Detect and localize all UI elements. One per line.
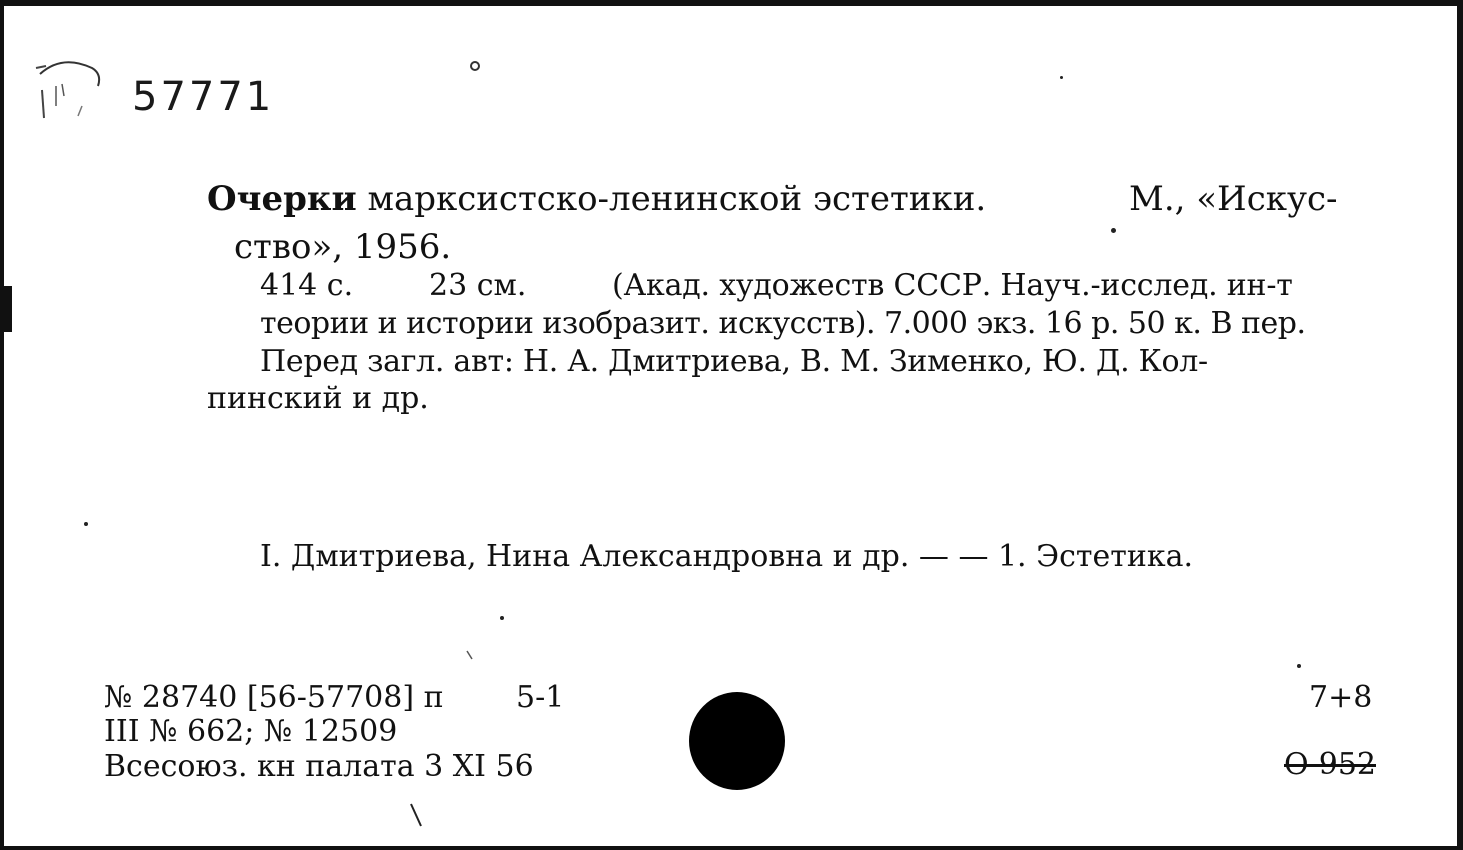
speck-mark (1060, 76, 1063, 79)
title-line (207, 179, 987, 219)
footer-right-code: 7+8 (1309, 680, 1373, 715)
publisher-year-line: ство», 1956. (234, 227, 452, 267)
speck-mark (470, 61, 480, 71)
speck-mark (1297, 664, 1301, 668)
title-rest: марксистско-ленинской эстетики. (356, 179, 987, 219)
card-edge-tab (4, 286, 12, 332)
footer-code: 5-1 (516, 680, 565, 715)
publication-details: теории и истории изобразит. искусств). 7.000 экз. 16 р. 50 к. В пер. (260, 306, 1306, 341)
pages-count: 414 с. (260, 268, 354, 303)
footer-right-struck-code: О-952 (1284, 747, 1376, 782)
authors-note: Перед загл. авт: Н. А. Дмитриева, В. М. Зименко, Ю. Д. Кол- (260, 344, 1208, 379)
punch-hole (689, 692, 785, 790)
series-note: (Акад. художеств СССР. Науч.-исслед. ин-т (612, 268, 1293, 303)
speck-mark (1111, 228, 1116, 233)
subject-tracings: I. Дмитриева, Нина Александровна и др. — — 1. Эстетика. (260, 539, 1194, 574)
speck-mark (500, 616, 504, 620)
publisher-start: М., «Искус- (1129, 179, 1338, 219)
speck-mark (84, 522, 88, 526)
pen-stroke-icon (466, 650, 474, 660)
footer-chamber: Всесоюз. кн палата 3 XI 56 (104, 749, 534, 784)
footer-record-number: № 28740 [56-57708] п (104, 680, 444, 715)
pen-stroke-icon (409, 802, 423, 828)
title-heading: Очерки (207, 179, 357, 219)
accession-number: 57771 (132, 74, 275, 120)
authors-note-continued: пинский и др. (207, 381, 429, 416)
library-stamp-icon (32, 56, 104, 126)
footer-order-number: III № 662; № 12509 (104, 714, 398, 749)
book-size: 23 см. (429, 268, 527, 303)
